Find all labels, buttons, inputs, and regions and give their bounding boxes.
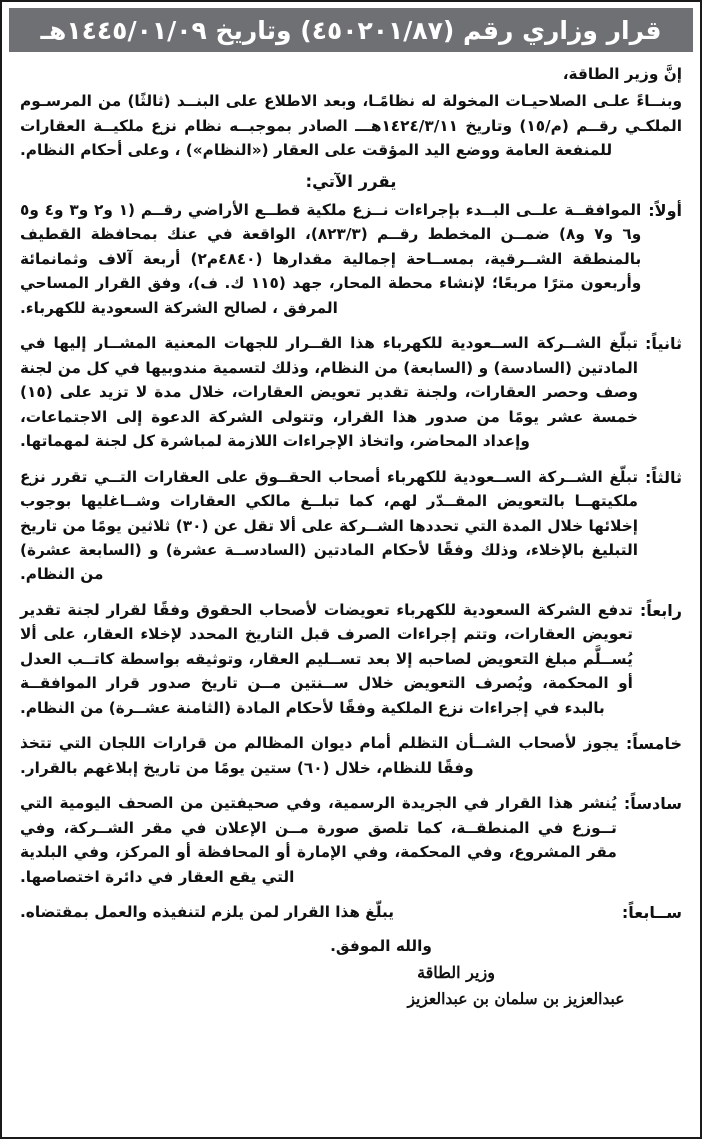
decision-title: قرار وزاري رقم (٤٥٠٢٠١/٨٧) وتاريخ ١٤٤٥/٠١/٠٩هـ [40, 15, 662, 45]
preamble-line-1: إنَّ وزير الطاقة، [562, 65, 682, 83]
clause-label: رابعاً: [639, 600, 682, 620]
clause-label: أولاً: [648, 200, 682, 220]
signature-title: وزير الطاقة [417, 962, 495, 982]
clause-text: يجوز لأصحاب الشــأن التظلم أمام ديوان المظالم من قرارات اللجان التي تتخذ وفقًا للنظام، خلال (٦٠) ستين يومًا من تاريخ إبلاغهم بالقرار. [20, 734, 619, 777]
clause-label: ثانياً: [645, 334, 682, 354]
signature-block [20, 959, 682, 1013]
clause-label: ســابعاً: [621, 903, 682, 923]
document-body [2, 52, 700, 1016]
clause-text: يُنشر هذا القرار في الجريدة الرسمية، وفي صحيفتين من الصحف اليومية التي تــوزع في المنطقــة، كما تلصق صورة مــن الإعلان في مقر الشــركة، وفي مقر المشروع، وفي المحكمة، وفي الإمارة أو المحافظة أو المركز، وفي البلدية التي يقع العقار في دائرة اختصاصها. [20, 794, 617, 886]
clause-third [20, 465, 682, 587]
clause-fourth [20, 598, 682, 720]
clause-fifth [20, 731, 682, 780]
decides-label: يقرر الآتي: [305, 171, 397, 191]
decision-header-band [9, 8, 693, 52]
clause-sixth [20, 791, 682, 889]
clause-label: خامساً: [625, 734, 682, 754]
clause-label: سادساً: [623, 794, 682, 814]
clause-text: تبلّغ الشــركة الســعودية للكهرباء أصحاب الحقــوق على العقارات التــي تقرر نزع ملكيتهــا بالتعويض المقــدّر لهم، كما تبلــغ مالكي العقارات وشــاغليها بوجوب إخلائها خلال المدة التي تحددها الشــركة على ألا تقل عن (٣٠) ثلاثين يومًا من تاريخ التبليغ بالإخلاء، وذلك وفقًا لأحكام المادتين (السادســة عشرة) و (السابعة عشرة) من النظام. [20, 467, 639, 584]
clause-text: تدفع الشركة السعودية للكهرباء تعويضات لأصحاب الحقوق وفقًا لقرار لجنة تقدير تعويض العقارات، وتتم إجراءات الصرف قبل التاريخ المحدد لإخلاء العقار، على ألا يُســلَّم مبلغ التعويض لصاحبه إلا بعد تســليم العقار، وتوثيقه بواسطة كاتــب العدل أو المحكمة، ويُصرف التعويض خلال ســنتين مــن تاريخ صدور قرار الموافقــة بالبدء في إجراءات نزع الملكية وفقًا لأحكام المادة (الثامنة عشــرة) من النظام. [20, 600, 633, 717]
closing-phrase: والله الموفق. [330, 936, 432, 955]
preamble-line-2: وبنــاءً علـى الصلاحيـات المخولة له نظامًـا، وبعد الاطلاع على البنــد (ثالثًا) من المرسـوم الملكـي رقــم (م/١٥) وتاريخ ١٤٢٤/٣/١١هـــ الصادر بموجبــه نظام نزع ملكيــة العقارات للمنفعة العامة ووضع اليد المؤقت على العقار («النظام») ، وعلى أحكام النظام. [20, 92, 682, 160]
clause-second [20, 331, 682, 453]
clause-text: تبلّغ الشــركة الســعودية للكهرباء هذا القــرار للجهات المعنية المشــار إليها في المادتين (السادسة) و (السابعة) من النظام، وذلك لتسمية مندوبيها في كل من لجنة وصف وحصر العقارات، ولجنة تقدير تعويض العقارات، خلال مدة لا تزيد على (١٥) خمسة عشر يومًا من صدور هذا القرار، وتتولى الشركة الدعوة إلى الاجتماعات، وإعداد المحاضر، واتخاذ الإجراءات اللازمة لمباشرة كل لجنة لمهماتها. [20, 334, 639, 451]
clause-first [20, 198, 682, 320]
clause-seventh [20, 900, 682, 926]
clause-text: الموافقــة علــى البــدء بإجراءات نــزع ملكية قطــع الأراضي رقــم (١ و٢ و٣ و٤ و٥ و٦ و٧ و٨) ضمــن المخطط رقــم (٨٢٣/٣)، الواقعة في عنك بمحافظة القطيف بالمنطقة الشــرقية، بمســاحة إجمالية مقدارها (٤٨٤٠م٢) أربعة آلاف وثمانمائة وأربعون مترًا مربعًا؛ لإنشاء محطة المحار، جهد (١١٥ ك. ف)، وفق القرار المساحي المرفق ، لصالح الشركة السعودية للكهرباء. [20, 200, 642, 317]
signature-name: عبدالعزيز بن سلمان بن عبدالعزيز [407, 988, 625, 1008]
clause-text: يبلّغ هذا القرار لمن يلزم لتنفيذه والعمل بمقتضاه. [20, 903, 394, 922]
clause-label: ثالثاً: [645, 467, 682, 487]
